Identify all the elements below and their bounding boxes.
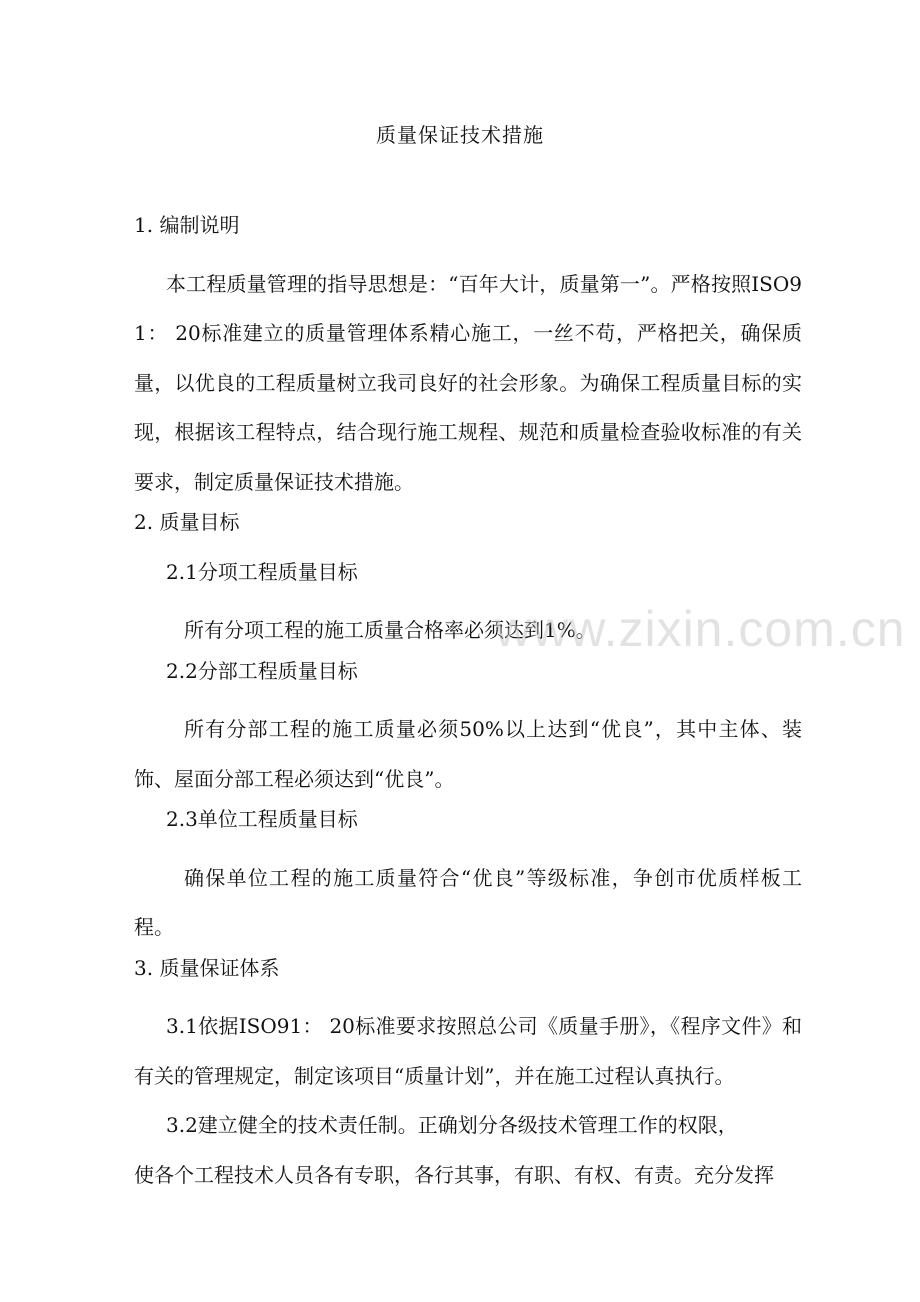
section-2-heading: 2. 质量目标	[134, 510, 240, 534]
section-3-2-line-2: 使各个工程技术人员各有专职，各行其事，有职、有权、有责。充分发挥	[134, 1162, 774, 1187]
section-3-1-paragraph: 3.1依据ISO91： 20标准要求按照总公司《质量手册》，《程序文件》和有关的管理规定，制定该项目“质量计划”，并在施工过程认真执行。	[134, 1014, 802, 1088]
section-2-2-paragraph: 所有分部工程的施工质量必须50%以上达到“优良”，其中主体、装饰、屋面分部工程必须达到“优良”。	[134, 717, 802, 791]
section-2-3-paragraph: 确保单位工程的施工质量符合“优良”等级标准，争创市优质样板工程。	[134, 865, 802, 939]
document-title: 质量保证技术措施	[376, 123, 544, 147]
section-1-heading: 1. 编制说明	[134, 213, 240, 237]
document-body	[134, 210, 802, 1200]
section-2-1-heading: 2.1分项工程质量目标	[166, 559, 358, 584]
section-2-2-heading: 2.2分部工程质量目标	[166, 658, 358, 683]
watermark: www.zixin.com.cn	[495, 601, 906, 657]
section-3-2-line-1: 3.2建立健全的技术责任制。正确划分各级技术管理工作的权限，	[166, 1113, 738, 1137]
section-1-paragraph: 本工程质量管理的指导思想是：“百年大计，质量第一”。严格按照ISO91： 20标准建立的质量管理体系精心施工，一丝不苟，严格把关，确保质量，以优良的工程质量树立我司良好的社会形象。为确保工程质量目标的实现，根据该工程特点，结合现行施工规程、规范和质量检查验收标准的有关要求，制定质量保证技术措施。	[134, 271, 802, 494]
section-2-3-heading: 2.3单位工程质量目标	[166, 807, 358, 831]
section-2-1-paragraph: 所有分项工程的施工质量合格率必须达到1%。	[184, 618, 596, 642]
section-3-heading: 3. 质量保证体系	[134, 955, 280, 980]
